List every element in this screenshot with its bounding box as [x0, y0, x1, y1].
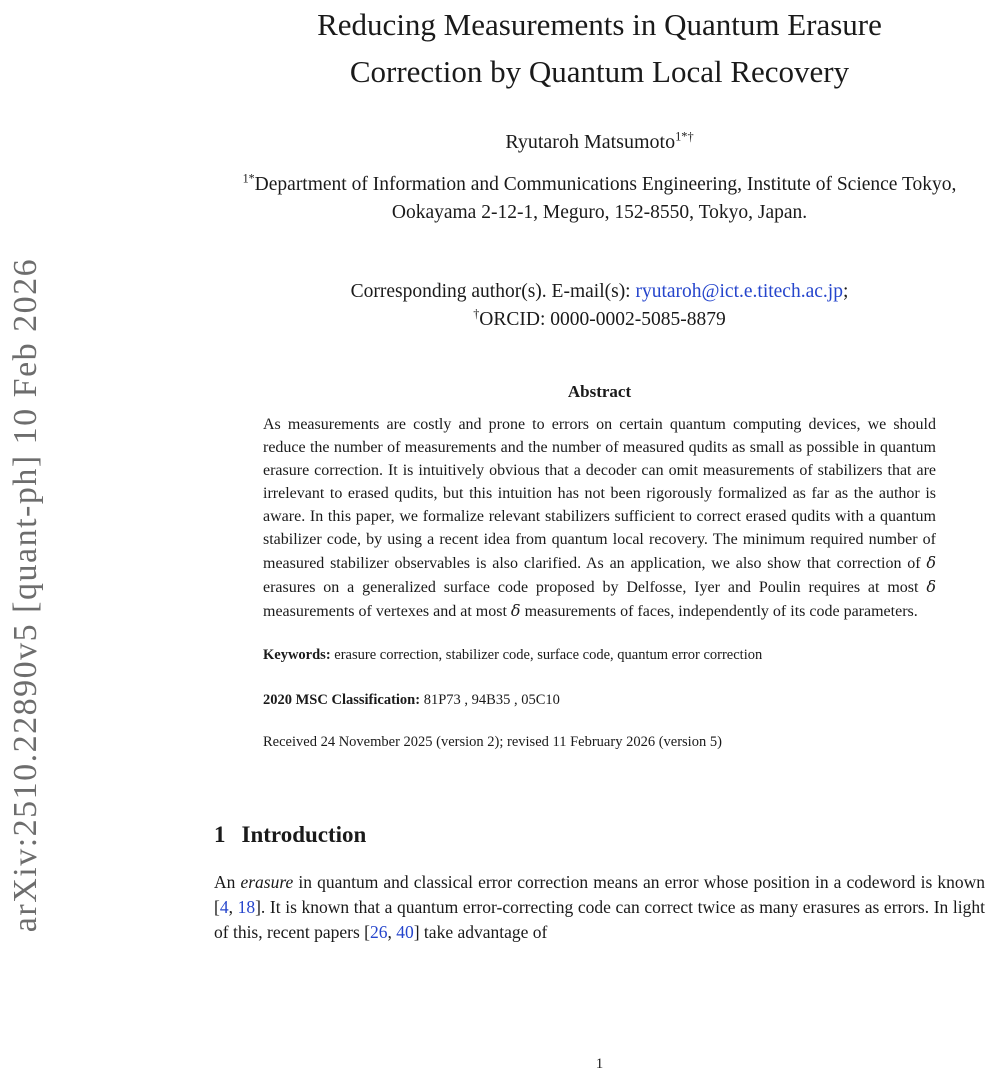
arxiv-watermark: arXiv:2510.22890v5 [quant-ph] 10 Feb 2026: [7, 257, 44, 933]
intro-paragraph: An erasure in quantum and classical error correction means an error whose position in a codeword is known [4, 18]. It is known that a quantum error-correcting code can correct twice as many erasures as errors. In light of this, recent papers [26, 40] take advantage of: [214, 872, 986, 943]
paper-title: Reducing Measurements in Quantum Erasure Correction by Quantum Local Recovery: [317, 7, 882, 89]
page-number: 1: [595, 1056, 604, 1072]
abstract-paragraph: As measurements are costly and prone to errors on certain quantum computing devices, we should reduce the number of measurements and the number of measured qudits as small as possible in quantum erasure correction. It is intuitively obvious that a decoder can omit measurements of stabilizers that are irrelevant to erased qudits, but this intuition has not been rigorously formalized as far as the author is aware. In this paper, we formalize relevant stabilizers sufficient to correct erased qudits with a quantum stabilizer code, by using a recent idea from quantum local recovery. The minimum required number of measured stabilizer observables is also clarified. As an application, we also show that correction of δ erasures on a generalized surface code proposed by Delfosse, Iyer and Poulin requires at most δ measurements of vertexes and at most δ measurements of faces, independently of its code parameters.: [263, 416, 936, 621]
email-suffix: ;: [842, 280, 849, 302]
keywords-line: [263, 645, 936, 665]
orcid-line: [214, 306, 985, 334]
math-delta: δ: [510, 601, 521, 621]
paper-content: [214, 0, 985, 945]
corresponding-line: [214, 278, 985, 306]
emphasized-term-erasure: erasure: [240, 872, 294, 893]
section-heading: [214, 822, 985, 848]
orcid-superscript: †: [473, 306, 480, 321]
citation-link-40[interactable]: 40: [396, 922, 414, 943]
citation-link-18[interactable]: 18: [237, 897, 256, 918]
author-line: [214, 131, 985, 154]
orcid-text: ORCID: 0000-0002-5085-8879: [479, 308, 726, 330]
keywords-text: erasure correction, stabilizer code, surface code, quantum error correction: [330, 647, 763, 664]
section-number: 1: [214, 822, 226, 848]
msc-line: [263, 690, 936, 710]
math-delta: δ: [926, 577, 936, 597]
citation-link-26[interactable]: 26: [369, 922, 388, 943]
citation-link-4[interactable]: 4: [219, 897, 229, 918]
contact-block: [214, 278, 985, 335]
received-line: Received 24 November 2025 (version 2); revised 11 February 2026 (version 5): [263, 733, 722, 750]
msc-label: 2020 MSC Classification:: [263, 691, 421, 708]
section-title: Introduction: [241, 822, 367, 848]
meta-block: [214, 645, 985, 752]
affiliation-text: Department of Information and Communications Engineering, Institute of Science Tokyo, Ookayama 2-12-1, Meguro, 152-8550, Tokyo, Japan.: [254, 174, 957, 224]
msc-text: 81P73 , 94B35 , 05C10: [420, 691, 560, 708]
author-superscript: 1*†: [675, 129, 694, 144]
abstract-section: [214, 382, 985, 623]
email-prefix: Corresponding author(s). E-mail(s):: [350, 280, 636, 302]
email-link[interactable]: ryutaroh@ict.e.titech.ac.jp: [635, 280, 843, 302]
math-delta: δ: [926, 553, 936, 573]
affiliation: [214, 171, 985, 228]
author-name: Ryutaroh Matsumoto: [505, 131, 676, 153]
keywords-label: Keywords:: [263, 647, 331, 664]
abstract-heading: Abstract: [567, 382, 632, 402]
affiliation-superscript: 1*: [242, 171, 255, 186]
